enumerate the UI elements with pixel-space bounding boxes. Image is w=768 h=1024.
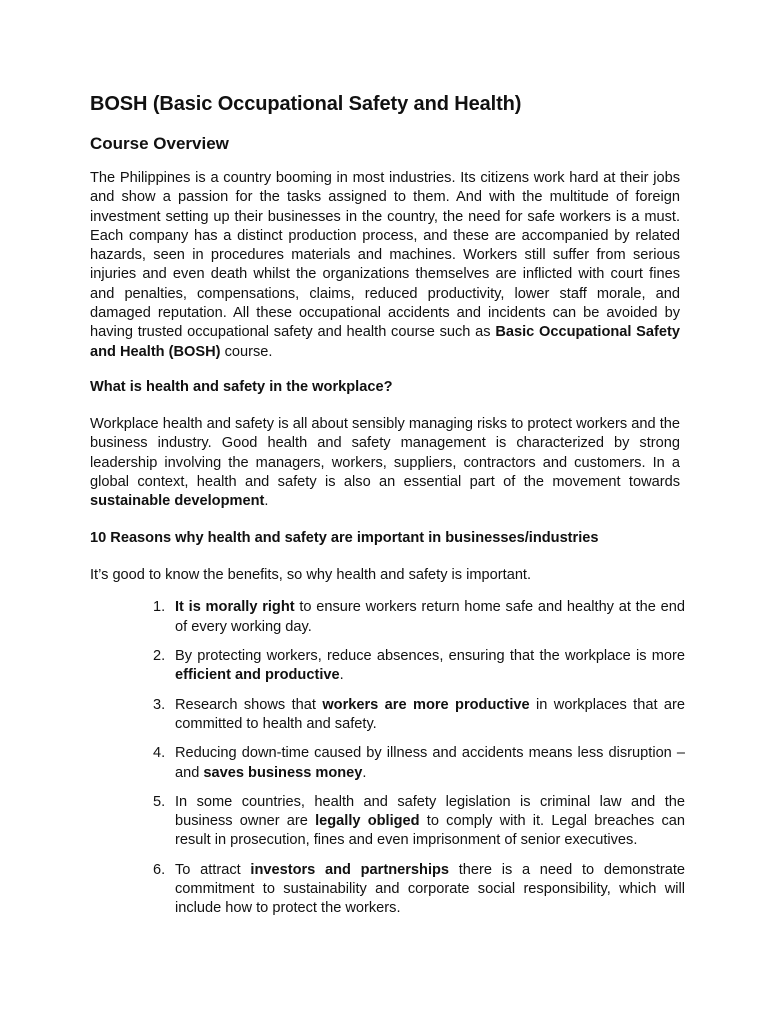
list-item-text-after: . — [362, 764, 367, 781]
list-item-text-before: To attract — [175, 861, 251, 878]
course-overview-heading: Course Overview — [90, 134, 229, 153]
intro-text: The Philippines is a country booming in most industries. Its citizens work hard at their jobs and show a passion for the tasks assigned to them. And with the multitude of foreign investment setting up their businesses in the country, the need for safe workers is a must. Each company has a distinct production process, and these are accompanied by related hazards, seen in procedures materials and machines. Workers still suffer from serious injuries and even death whilst the organizations themselves are inflicted with court fines and penalties, compensations, claims, reduced productivity, lower staff morale, and damaged reputation. All these occupational accidents and incidents can be avoided by having trusted occupational safety and health course such as — [90, 170, 680, 341]
list-item-text — [175, 862, 685, 917]
list-item-number: 1. — [153, 599, 166, 616]
list-item-text-after: to ensure workers return home safe and healthy at the end of every working day. — [175, 599, 685, 635]
workplace-safety-text-end: . — [264, 493, 269, 510]
list-item-text-after: . — [339, 667, 344, 684]
list-item-bold: legally obliged — [315, 813, 420, 830]
workplace-safety-paragraph — [90, 415, 680, 511]
workplace-safety-text: Workplace health and safety is all about sensibly managing risks to protect workers and the business industry. Good health and safety management is characterized by strong leadership involving the managers, workers, suppliers, contractors and customers. In a global context, health and safety is also an essential part of the movement towards — [90, 415, 680, 490]
list-item-text-before: In some countries, health and safety legislation is criminal law and the business owner are — [175, 793, 685, 830]
list-item-text-before: By protecting workers, reduce absences, ensuring that the workplace is more — [175, 648, 685, 665]
list-item — [153, 793, 685, 851]
list-item — [153, 696, 685, 735]
document-title: BOSH (Basic Occupational Safety and Health) — [90, 93, 522, 115]
list-item-bold: It is morally right — [175, 599, 295, 616]
list-item-text — [175, 697, 685, 732]
list-item-number: 6. — [153, 861, 166, 878]
list-item-text — [175, 648, 685, 683]
list-item-text — [175, 794, 685, 849]
list-item-text — [175, 599, 685, 634]
document-page — [90, 91, 686, 929]
reasons-heading: 10 Reasons why health and safety are important in businesses/industries — [90, 530, 599, 547]
list-item — [153, 744, 685, 783]
list-item-number: 5. — [153, 793, 166, 810]
intro-paragraph — [90, 169, 680, 362]
list-item-bold: workers are more productive — [322, 696, 530, 713]
list-item-text-after: in workplaces that are committed to health and safety. — [175, 696, 685, 732]
list-item-text-before: Reducing down-time caused by illness and accidents means less disruption – and — [175, 745, 685, 781]
intro-bold-text: Basic Occupational Safety and Health (BOSH) — [90, 324, 680, 360]
list-item-number: 4. — [153, 745, 166, 762]
reasons-list — [90, 598, 685, 918]
reasons-lead: It’s good to know the benefits, so why health and safety is important. — [90, 567, 532, 584]
intro-text-end: course. — [220, 343, 273, 360]
list-item-text — [175, 745, 685, 780]
list-item — [153, 647, 685, 686]
workplace-safety-heading: What is health and safety in the workplace? — [90, 378, 393, 395]
list-item-bold: efficient and productive — [175, 667, 340, 684]
list-item-number: 2. — [153, 648, 166, 665]
workplace-safety-bold-text: sustainable development — [90, 493, 265, 510]
list-item — [153, 861, 685, 919]
list-item-text-after: to comply with it. Legal breaches can result in prosecution, fines and even imprisonment of senior executives. — [175, 813, 686, 849]
list-item-number: 3. — [153, 696, 166, 713]
list-item-bold: saves business money — [203, 764, 363, 781]
list-item-text-after: there is a need to demonstrate commitment to sustainability and corporate social responsibility, which will include how to protect the workers. — [175, 861, 685, 917]
list-item-bold: investors and partnerships — [250, 861, 450, 878]
list-item — [153, 598, 685, 637]
list-item-text-before: Research shows that — [175, 696, 323, 713]
